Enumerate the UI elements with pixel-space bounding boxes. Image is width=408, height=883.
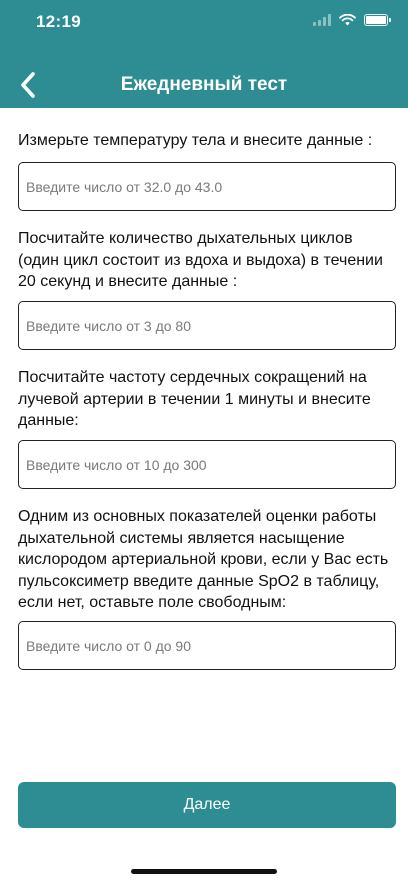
heart-rate-field[interactable] [18, 440, 396, 489]
home-indicator [131, 869, 277, 874]
status-time: 12:19 [36, 12, 81, 31]
heart-rate-input[interactable] [19, 441, 395, 488]
page-title: Ежедневный тест [120, 74, 288, 95]
spo2-field[interactable] [18, 621, 396, 670]
question-spo2: Одним из основных показателей оценки работы дыхательной системы является насыщение кислородом артериальной крови, если у Вас есть пульсоксиметр введите данные SpO2 в таблицу, если нет, оставьте поле свободным: [18, 508, 389, 611]
status-icons [313, 14, 388, 26]
breathing-rate-field[interactable] [18, 301, 396, 350]
breathing-rate-input[interactable] [19, 302, 395, 349]
question-breathing-rate: Посчитайте количество дыхательных циклов (один цикл состоит из вдоха и выдоха) в течении 20 секунд и внесите данные : [18, 230, 383, 290]
question-heart-rate: Посчитайте частоту сердечных сокращений на лучевой артерии в течении 1 минуты и внесите данные: [18, 369, 371, 429]
signal-icon [313, 14, 331, 26]
spo2-input[interactable] [19, 622, 395, 669]
question-temperature: Измерьте температуру тела и внесите данные : [18, 132, 373, 149]
wifi-icon [339, 14, 356, 26]
temperature-field[interactable] [18, 162, 396, 211]
temperature-input[interactable] [19, 163, 395, 210]
app-header [0, 0, 408, 108]
next-button[interactable]: Далее [18, 782, 396, 828]
battery-icon [364, 14, 388, 26]
